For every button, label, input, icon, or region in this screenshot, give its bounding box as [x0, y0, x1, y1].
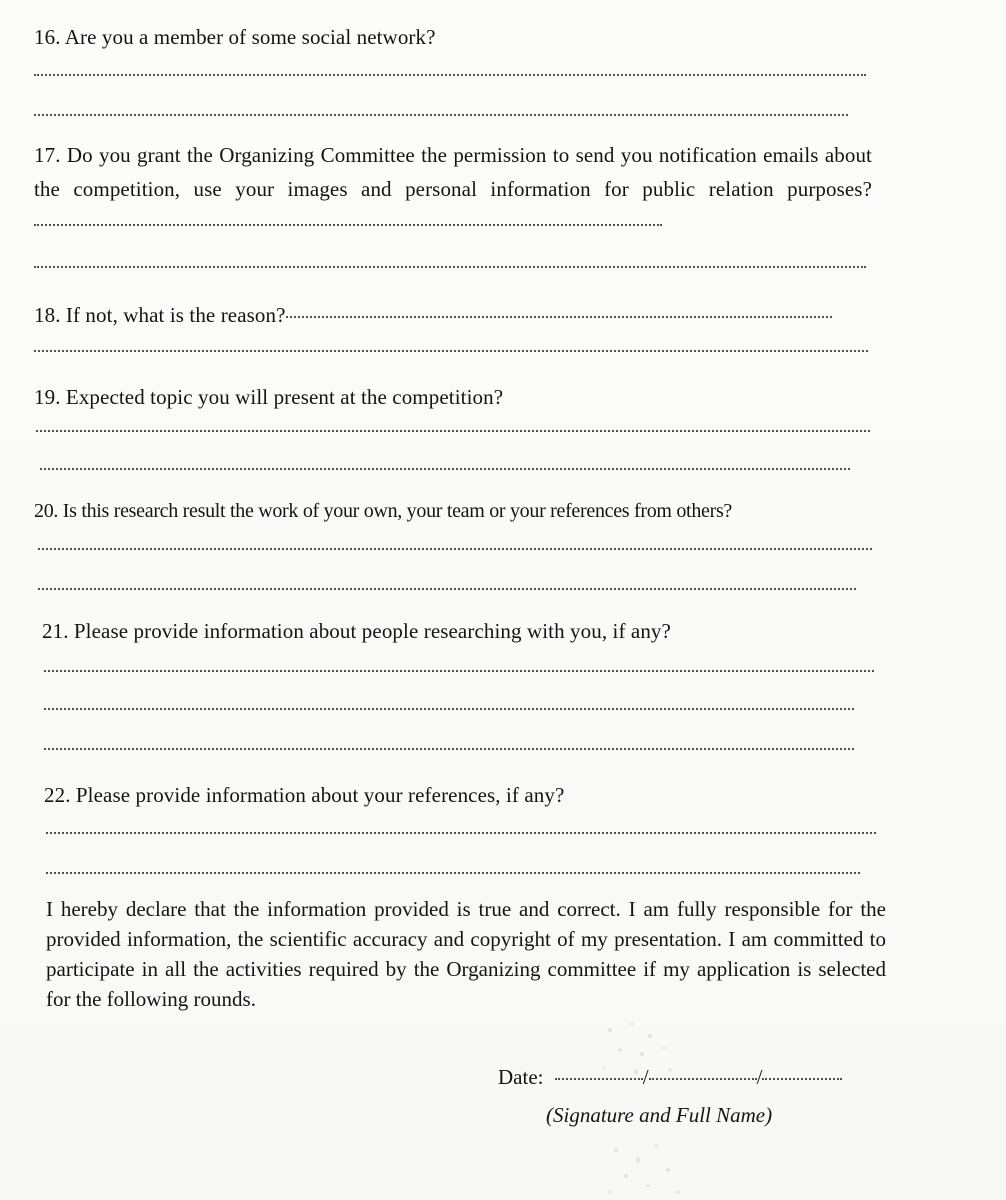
answer-line-16-2[interactable] — [34, 112, 848, 116]
answer-line-22-1[interactable] — [46, 830, 876, 834]
answer-line-21-3[interactable] — [44, 746, 854, 750]
declaration-text: I hereby declare that the information provided is true and correct. I am fully responsible for the provided information, the scientific accuracy and copyright of my presentation. I am committed to participate in all the activities required by the Organizing committee if my application is selected for the following rounds. — [46, 897, 886, 1011]
question-17 — [34, 138, 872, 240]
question-22: 22. Please provide information about your references, if any? — [44, 783, 565, 807]
answer-line-18-2[interactable] — [34, 348, 868, 352]
answer-line-19-2[interactable] — [40, 466, 850, 470]
answer-line-22-2[interactable] — [46, 870, 860, 874]
question-18 — [34, 298, 874, 332]
answer-line-17-2[interactable] — [34, 264, 866, 268]
date-month-field[interactable] — [649, 1078, 757, 1080]
answer-line-20-2[interactable] — [38, 586, 856, 590]
question-18-text: 18. If not, what is the reason? — [34, 303, 286, 327]
answer-line-18-inline[interactable] — [286, 316, 832, 318]
date-label: Date: — [498, 1065, 544, 1089]
question-16: 16. Are you a member of some social network? — [34, 25, 436, 49]
date-separator-1: / — [642, 1065, 649, 1089]
date-year-field[interactable] — [762, 1078, 842, 1080]
question-17-text: 17. Do you grant the Organizing Committee the permission to send you notification emails about the competition, use your images and personal information for public relation purposes? — [34, 143, 872, 201]
answer-line-21-1[interactable] — [44, 668, 874, 672]
question-21: 21. Please provide information about people researching with you, if any? — [42, 619, 671, 643]
signature-label: (Signature and Full Name) — [546, 1103, 773, 1127]
answer-line-21-2[interactable] — [44, 706, 854, 710]
question-19: 19. Expected topic you will present at the competition? — [34, 385, 504, 409]
date-separator-2: / — [756, 1065, 763, 1089]
question-20: 20. Is this research result the work of your own, your team or your references from others? — [34, 500, 733, 522]
date-row — [498, 1062, 842, 1092]
answer-line-20-1[interactable] — [38, 546, 872, 550]
date-day-field[interactable] — [555, 1078, 643, 1080]
answer-line-19-1[interactable] — [36, 428, 870, 432]
answer-line-16-1[interactable] — [34, 72, 866, 76]
answer-line-17-inline[interactable] — [34, 224, 662, 226]
